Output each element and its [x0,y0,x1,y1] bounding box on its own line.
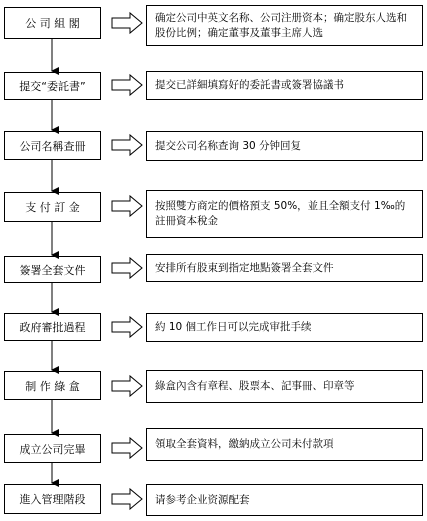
step-desc-4: 按照雙方商定的價格預支 50%，並且全額支付 1‰的註冊資本稅金 [146,190,423,238]
step-box-5: 簽署全套文件 [4,256,101,283]
step-box-7: 制 作 綠 盒 [4,371,101,400]
step-desc-1: 确定公司中英文名称、公司注册资本；确定股东人选和股份比例；确定董事及董事主席人选 [146,5,423,46]
right-arrow-icon [112,438,142,458]
step-box-2: 提交“委託書” [4,72,101,100]
right-arrow-icon [112,135,142,155]
step-desc-7: 綠盒內含有章程、股票本、記事冊、印章等 [146,370,423,403]
step-box-6: 政府審批過程 [4,313,101,341]
step-desc-5: 安排所有股東到指定地點簽署全套文件 [146,254,423,282]
step-box-1: 公 司 組 閣 [4,7,101,39]
right-arrow-icon [112,258,142,278]
right-arrow-icon [112,13,142,33]
right-arrow-icon [112,317,142,337]
right-arrow-icon [112,75,142,95]
right-arrow-icon [112,489,142,509]
step-desc-8: 領取全套資料，繳納成立公司未付款項 [146,428,423,461]
step-desc-2: 提交已詳細填寫好的委託書或簽署協議书 [146,71,423,100]
step-box-4: 支 付 訂 金 [4,192,101,222]
step-box-9: 進入管理階段 [4,484,101,514]
right-arrow-icon [112,376,142,396]
right-arrow-icon [112,196,142,216]
step-desc-9: 请参考企业资源配套 [146,484,423,516]
step-desc-6: 約 10 個工作日可以完成审批手续 [146,313,423,342]
step-desc-3: 提交公司名称查询 30 分钟回复 [146,131,423,161]
step-box-8: 成立公司完畢 [4,434,101,463]
step-box-3: 公司名稱查冊 [4,131,101,160]
